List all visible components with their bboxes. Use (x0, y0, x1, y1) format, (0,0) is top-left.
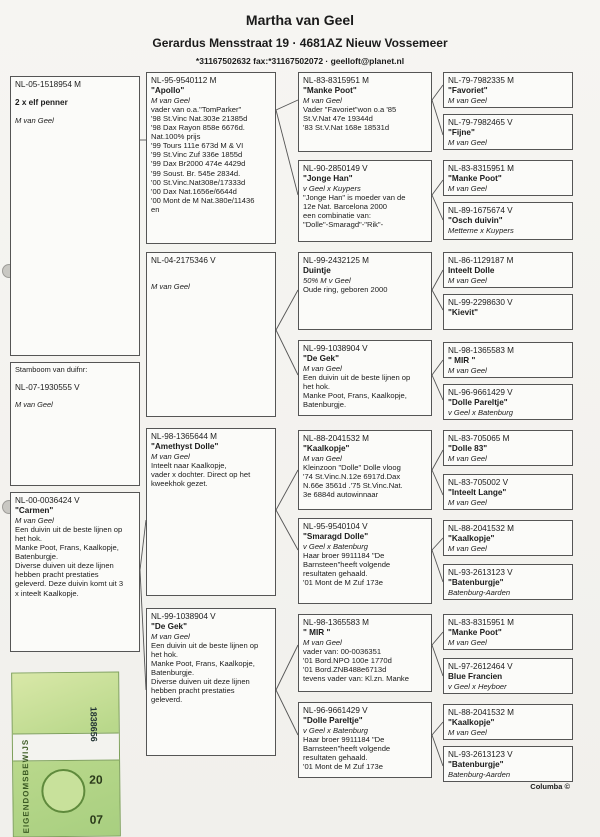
gen3-name: "Fijne" (448, 127, 475, 137)
dam-ring: NL-00-0036424 V (15, 496, 80, 505)
gen1-line: hebben pracht prestaties (151, 686, 235, 696)
gen2-ring: NL-83-8315951 M (303, 76, 369, 85)
gen3-ring: NL-79-7982465 V (448, 118, 513, 127)
gen3-owner: Batenburg-Aarden (448, 587, 511, 597)
gen3-owner: M van Geel (448, 137, 487, 147)
sire-line: '99 Soust. Br. 545e 2834d. (151, 168, 241, 178)
dam-name: "Carmen" (15, 505, 54, 515)
sire-line: '00 St.Vinc.Nat308e/17333d (151, 177, 246, 187)
gen3-owner: M van Geel (448, 637, 487, 647)
gen1-owner: M van Geel (151, 451, 190, 461)
gen2-ring: NL-90-2850149 V (303, 164, 368, 173)
sticker-number: 1838656 (88, 706, 99, 742)
sire-name: "Apollo" (151, 85, 185, 95)
sire-line: '00 Mont de M Nat.380e/11436 (151, 195, 255, 205)
sire-box (146, 72, 276, 244)
gen2-box (298, 72, 432, 152)
gen3-owner: v Geel x Heyboer (448, 681, 507, 691)
gen1-ring: NL-98-1365644 M (151, 432, 217, 441)
gen2-line: '83 St.V.Nat 168e 18531d (303, 123, 390, 133)
gen3-ring: NL-83-705065 M (448, 434, 510, 443)
gen3-owner: M van Geel (448, 453, 487, 463)
sire-line: '99 Dax Br2000 474e 4429d (151, 159, 246, 169)
gen3-name: "Osch duivin" (448, 215, 503, 225)
gen3-ring: NL-99-2298630 V (448, 298, 513, 307)
gen2-line: tevens vader van: Kl.zn. Manke (303, 674, 409, 684)
sire-line: vader van o.a."TomParker" (151, 104, 242, 114)
gen2-name: "Kaalkopje" (303, 443, 350, 453)
gen3-ring: NL-93-2613123 V (448, 568, 513, 577)
gen1-line: Batenburgje. (151, 668, 195, 678)
dam-box (10, 492, 140, 652)
gen3-ring: NL-98-1365583 M (448, 346, 514, 355)
sire-line: '99 Tours 111e 673d M & VI (151, 141, 244, 151)
gen2-ring: NL-96-9661429 V (303, 706, 368, 715)
ownership-sticker (11, 671, 121, 837)
gen2-box (298, 702, 432, 778)
gen3-box (443, 564, 573, 600)
gen2-box (298, 430, 432, 510)
gen3-ring: NL-89-1675674 V (448, 206, 513, 215)
gen3-name: Inteelt Dolle (448, 265, 495, 275)
gen2-owner: M van Geel (303, 453, 342, 463)
gen3-name: "Kievit" (448, 307, 479, 317)
gen3-box (443, 474, 573, 510)
sticker-text: EIGENDOMSBEWIJS (20, 738, 31, 834)
gen3-box (443, 252, 573, 288)
gen3-owner: Batenburg-Aarden (448, 769, 511, 779)
gen2-owner: M van Geel (303, 95, 342, 105)
gen2-box (298, 252, 432, 330)
gen3-name: "Dolle 83" (448, 443, 488, 453)
gen2-line: Batenburgje. (303, 400, 347, 410)
sticker-year-top: 20 (89, 772, 103, 787)
gen2-ring: NL-95-9540104 V (303, 522, 368, 531)
gen3-name: " MIR " (448, 355, 476, 365)
sire-line: '99 St.Vinc Zuf 336e 1855d (151, 150, 243, 160)
gen1-name: "De Gek" (151, 621, 187, 631)
sire-line: '98 St.Vinc Nat.303e 21385d (151, 113, 248, 123)
gen1-line: vader x dochter. Direct op het (151, 469, 251, 479)
gen1-line: Diverse duiven uit deze lijnen (151, 677, 250, 687)
gen1-line: kweekhok gezet. (151, 479, 208, 489)
gen3-box (443, 614, 573, 650)
gen3-owner: M van Geel (448, 275, 487, 285)
gen1-box (146, 428, 276, 596)
gen3-box (443, 746, 573, 782)
dam-line: Manke Poot, Frans, Kaalkopje, (15, 543, 119, 553)
gen2-box (298, 340, 432, 416)
gen1-line: het hok. (151, 649, 179, 659)
stamboom-owner: M van Geel (15, 399, 53, 409)
gen1-box (146, 608, 276, 756)
gen2-line: Een duivin uit de beste lijnen op (303, 372, 411, 382)
gen2-ring: NL-99-2432125 M (303, 256, 369, 265)
gen2-owner: v Geel x Kuypers (303, 183, 361, 193)
gen1-line: Inteelt naar Kaalkopje, (151, 460, 227, 470)
dam-owner: M van Geel (15, 515, 54, 525)
gen2-line: Vader "Favoriet"won o.a '85 (303, 104, 397, 114)
gen3-name: "Manke Poot" (448, 173, 502, 183)
owner-name: Martha van Geel (245, 12, 355, 28)
gen2-line: St.V.Nat 47e 19344d (303, 113, 373, 123)
gen3-box (443, 430, 573, 466)
gen3-box (443, 72, 573, 108)
gen3-owner: M van Geel (448, 497, 487, 507)
gen3-box (443, 114, 573, 150)
gen3-box (443, 704, 573, 740)
sire-line: '00 Dax Nat.1656e/6644d (151, 186, 237, 196)
gen2-line: '74 St.Vinc.N.12e 6917d.Dax (303, 471, 401, 481)
gen2-line: resultaten gehaald. (303, 569, 368, 579)
stamboom-label: Stamboom van duifnr: (15, 365, 88, 374)
gen2-line: een combinatie van: (303, 211, 371, 221)
gen2-line: Manke Poot, Frans, Kaalkopje, (303, 391, 407, 401)
subject-owner: M van Geel (15, 115, 54, 125)
gen1-owner: M van Geel (151, 631, 190, 641)
dam-line: Diverse duiven uit deze lijnen (15, 561, 114, 571)
gen2-owner: M van Geel (303, 363, 342, 373)
gen2-name: "Dolle Pareltje" (303, 715, 363, 725)
gen3-ring: NL-88-2041532 M (448, 708, 514, 717)
gen2-box (298, 160, 432, 242)
gen2-owner: M van Geel (303, 637, 342, 647)
owner-address: Gerardus Mensstraat 19 · 4681AZ Nieuw Vossemeer (152, 36, 448, 50)
gen3-owner: M van Geel (448, 183, 487, 193)
gen3-name: "Kaalkopje" (448, 717, 495, 727)
gen1-owner: M van Geel (151, 281, 190, 291)
gen2-line: "Dolle"-Smaragd"-"Rik"- (303, 220, 384, 230)
gen2-name: " MIR " (303, 627, 331, 637)
gen3-owner: Metterne x Kuypers (448, 225, 514, 235)
gen2-line: vader van: 00-0036351 (303, 646, 382, 656)
gen2-ring: NL-99-1038904 V (303, 344, 368, 353)
gen2-box (298, 614, 432, 692)
sire-owner: M van Geel (151, 95, 190, 105)
gen2-line: N.66e 3561d .'75 St.Vinc.Nat. (303, 481, 403, 491)
gen2-line: Haar broer 9911184 "De (303, 734, 385, 744)
gen1-ring: NL-04-2175346 V (151, 256, 216, 265)
dam-line: Batenburgje. (15, 552, 59, 562)
stamboom-box (10, 362, 140, 486)
gen3-box (443, 342, 573, 378)
gen3-name: "Batenburgje" (448, 759, 504, 769)
gen2-line: 12e Nat. Barcelona 2000 (303, 201, 388, 211)
gen2-owner: v Geel x Batenburg (303, 541, 369, 551)
gen2-line: resultaten gehaald. (303, 753, 368, 763)
sire-line: Nat.100% prijs (151, 132, 201, 142)
gen3-box (443, 384, 573, 420)
sire-ring: NL-95-9540112 M (151, 76, 217, 85)
stamboom-ring: NL-07-1930555 V (15, 382, 80, 392)
gen3-box (443, 520, 573, 556)
gen3-box (443, 658, 573, 694)
gen2-ring: NL-88-2041532 M (303, 434, 369, 443)
gen3-owner: M van Geel (448, 543, 487, 553)
dam-line: hebben pracht prestaties (15, 570, 99, 580)
brand-footer: Columba © (530, 782, 570, 791)
owner-contact: *31167502632 fax:*31167502072 · geelloft@planet.nl (195, 56, 405, 66)
gen3-ring: NL-96-9661429 V (448, 388, 513, 397)
gen3-ring: NL-83-705002 V (448, 478, 509, 487)
gen1-line: geleverd. (151, 695, 183, 705)
gen3-ring: NL-83-8315951 M (448, 618, 514, 627)
gen3-box (443, 202, 573, 240)
sticker-year-bottom: 07 (89, 812, 104, 827)
subject-box (10, 76, 140, 356)
gen3-name: "Batenburgje" (448, 577, 504, 587)
gen3-owner: M van Geel (448, 365, 487, 375)
gen1-ring: NL-99-1038904 V (151, 612, 216, 621)
dam-line: x inteelt Kaalkopje. (15, 588, 79, 598)
gen1-name: "Amethyst Dolle" (151, 441, 219, 451)
gen3-ring: NL-88-2041532 M (448, 524, 514, 533)
gen2-line: Kleinzoon "Dolle" Dolle vloog (303, 462, 401, 472)
gen3-ring: NL-97-2612464 V (448, 662, 513, 671)
gen3-name: "Kaalkopje" (448, 533, 495, 543)
gen2-ring: NL-98-1365583 M (303, 618, 369, 627)
gen3-name: "Favoriet" (448, 85, 488, 95)
dam-line: Een duivin uit de beste lijnen op (15, 524, 123, 534)
sire-line: en (151, 205, 160, 214)
gen2-line: Barnsteen"heeft volgende (303, 743, 391, 753)
gen3-owner: M van Geel (448, 95, 487, 105)
gen3-box (443, 160, 573, 196)
gen2-line: '01 Bord.ZNB488e6713d (303, 665, 387, 675)
seal-icon (41, 769, 85, 813)
gen2-line: Oude ring, geboren 2000 (303, 284, 388, 294)
gen3-name: Blue Francien (448, 671, 503, 681)
gen1-box (146, 252, 276, 417)
gen1-line: Een duivin uit de beste lijnen op (151, 640, 259, 650)
gen2-line: Haar broer 9911184 "De (303, 550, 385, 560)
gen3-name: "Manke Poot" (448, 627, 502, 637)
gen3-name: "Dolle Pareltje" (448, 397, 508, 407)
gen2-line: Barnsteen"heeft volgende (303, 559, 391, 569)
gen2-line: het hok. (303, 381, 331, 391)
gen3-ring: NL-86-1129187 M (448, 256, 514, 265)
gen2-name: "Jonge Han" (303, 173, 353, 183)
gen3-owner: v Geel x Batenburg (448, 407, 514, 417)
gen2-line: '01 Mont de M Zuf 173e (303, 762, 383, 772)
dam-line: geleverd. Deze duivin komt uit 3 (15, 579, 124, 589)
sire-line: '98 Dax Rayon 858e 6676d. (151, 123, 245, 133)
subject-title: 2 x elf penner (15, 97, 68, 107)
gen2-line: "Jonge Han" is moeder van de (303, 192, 406, 202)
gen3-box (443, 294, 573, 330)
gen3-ring: NL-83-8315951 M (448, 164, 514, 173)
subject-ring: NL-05-1518954 M (15, 80, 81, 89)
gen3-ring: NL-79-7982335 M (448, 76, 514, 85)
gen2-line: '01 Mont de M Zuf 173e (303, 578, 383, 588)
gen2-owner: v Geel x Batenburg (303, 725, 369, 735)
gen2-name: "Manke Poot" (303, 85, 357, 95)
gen2-box (298, 518, 432, 604)
gen2-name: Duintje (303, 265, 331, 275)
dam-line: het hok. (15, 533, 43, 543)
gen3-name: "Inteelt Lange" (448, 487, 507, 497)
gen2-line: '01 Bord.NPO 100e 1770d (303, 655, 392, 665)
gen2-owner: 50% M v Geel (303, 275, 351, 285)
gen3-ring: NL-93-2613123 V (448, 750, 513, 759)
gen3-owner: M van Geel (448, 727, 487, 737)
gen2-name: "Smaragd Dolle" (303, 531, 369, 541)
gen1-line: Manke Poot, Frans, Kaalkopje, (151, 659, 255, 669)
gen2-line: 3e 6884d autowinnaar (303, 490, 379, 500)
gen2-name: "De Gek" (303, 353, 339, 363)
